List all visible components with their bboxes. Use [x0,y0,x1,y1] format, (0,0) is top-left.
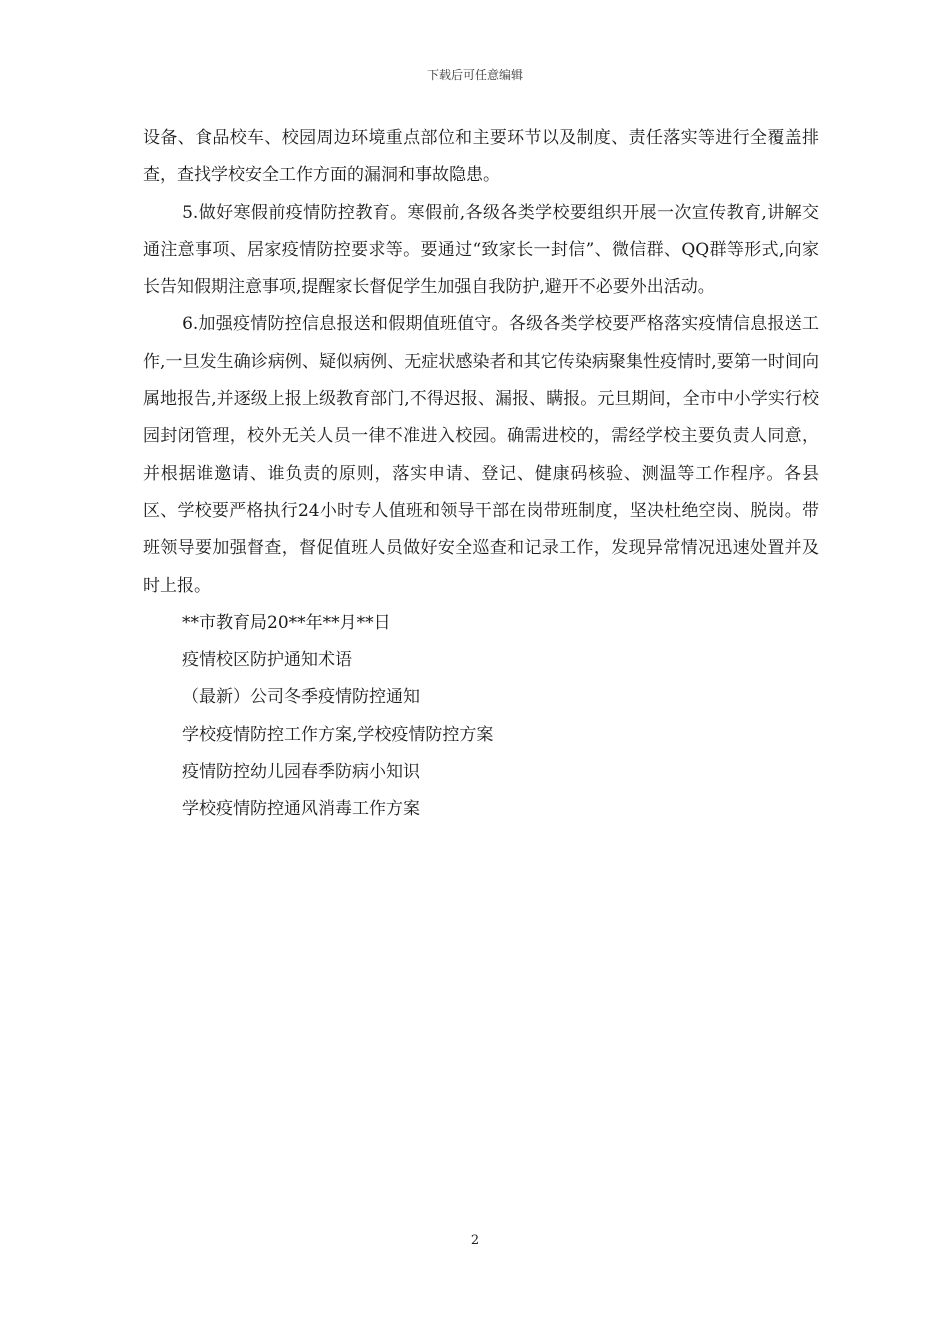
signature-line: **市教育局20**年**月**日 [182,612,391,633]
related-link-2[interactable]: （最新）公司冬季疫情防控通知 [182,687,420,708]
paragraph-item-5: 5.做好寒假前疫情防控教育。寒假前,各级各类学校要组织开展一次宣传教育,讲解交通注意事项、居家疫情防控要求等。要通过“致家长一封信”、微信群、QQ群等形式,向家长告知假期注意事项,提醒家长督促学生加强自我防护,避开不必要外出活动。 [143,202,819,298]
page-header-note: 下载后可任意编辑 [426,68,523,82]
related-link-4[interactable]: 疫情防控幼儿园春季防病小知识 [182,762,420,783]
document-body [143,120,819,829]
paragraph-item-6: 6.加强疫情防控信息报送和假期值班值守。各级各类学校要严格落实疫情信息报送工作,一旦发生确诊病例、疑似病例、无症状感染者和其它传染病聚集性疫情时,要第一时间向属地报告,并逐级上报上级教育部门,不得迟报、漏报、瞒报。元旦期间，全市中小学实行校园封闭管理，校外无关人员一律不准进入校园。确需进校的，需经学校主要负责人同意，并根据谁邀请、谁负责的原则，落实申请、登记、健康码核验、测温等工作程序。各县区、学校要严格执行24小时专人值班和领导干部在岗带班制度，坚决杜绝空岗、脱岗。带班领导要加强督查，督促值班人员做好安全巡查和记录工作，发现异常情况迅速处置并及时上报。 [143,314,819,596]
related-link-1[interactable]: 疫情校区防护通知术语 [182,650,352,671]
page-number: 2 [470,1233,480,1248]
related-link-3[interactable]: 学校疫情防控工作方案,学校疫情防控方案 [182,724,494,745]
related-link-5[interactable]: 学校疫情防控通风消毒工作方案 [182,799,420,820]
paragraph-continued: 设备、食品校车、校园周边环境重点部位和主要环节以及制度、责任落实等进行全覆盖排查，查找学校安全工作方面的漏洞和事故隐患。 [143,128,819,186]
